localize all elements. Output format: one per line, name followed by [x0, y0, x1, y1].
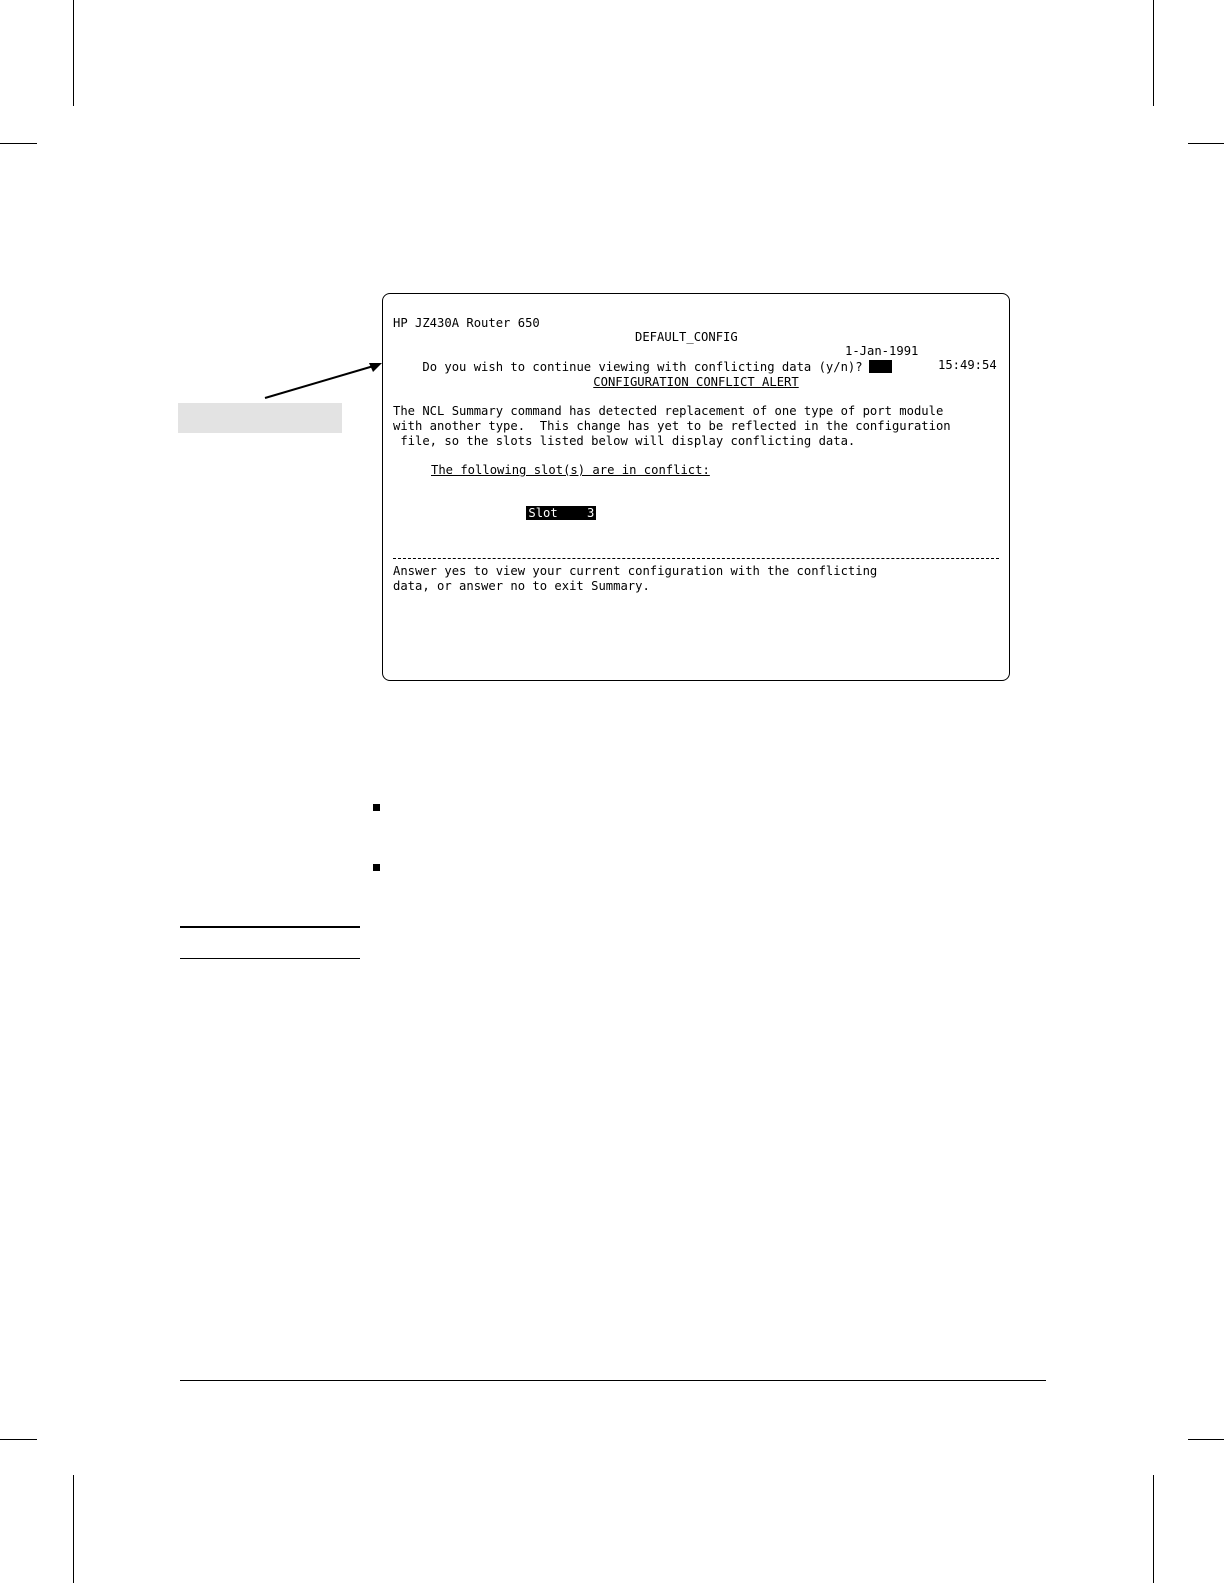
input-cursor[interactable] [869, 360, 892, 373]
slot-entry: Slot 3 [528, 506, 595, 520]
section-rule [180, 926, 360, 928]
message-line: file, so the slots listed below will display conflicting data. [393, 434, 856, 448]
device-name: HP JZ430A Router 650 [393, 316, 540, 330]
crop-mark [1188, 143, 1224, 144]
prompt-text: Do you wish to continue viewing with conflicting data (y/n)? [422, 360, 863, 374]
help-divider [393, 558, 999, 559]
crop-mark [0, 1439, 37, 1440]
alert-title: CONFIGURATION CONFLICT ALERT [593, 375, 799, 389]
footer-rule [180, 1380, 1046, 1381]
slot-entry-row [497, 492, 596, 534]
crop-mark [1153, 1475, 1154, 1583]
header-time: 15:49:54 [938, 358, 997, 372]
terminal-screen [382, 293, 1010, 681]
message-line: The NCL Summary command has detected replacement of one type of port module [393, 404, 944, 418]
crop-mark [73, 0, 74, 106]
crop-mark [73, 1475, 74, 1583]
header-date: 1-Jan-1991 [845, 344, 919, 358]
help-line: Answer yes to view your current configuration with the conflicting [393, 564, 878, 578]
bullet-marker [373, 864, 380, 871]
crop-mark [1188, 1439, 1224, 1440]
section-rule [180, 958, 360, 959]
crop-mark [0, 143, 37, 144]
message-line: with another type. This change has yet to be reflected in the configuration [393, 419, 951, 433]
conflict-heading: The following slot(s) are in conflict: [431, 463, 710, 477]
callout-arrow [255, 355, 385, 405]
help-line: data, or answer no to exit Summary. [393, 579, 650, 593]
callout-label-box [178, 403, 342, 433]
config-name: DEFAULT_CONFIG [635, 330, 738, 344]
bullet-marker [373, 804, 380, 811]
crop-mark [1153, 0, 1154, 106]
